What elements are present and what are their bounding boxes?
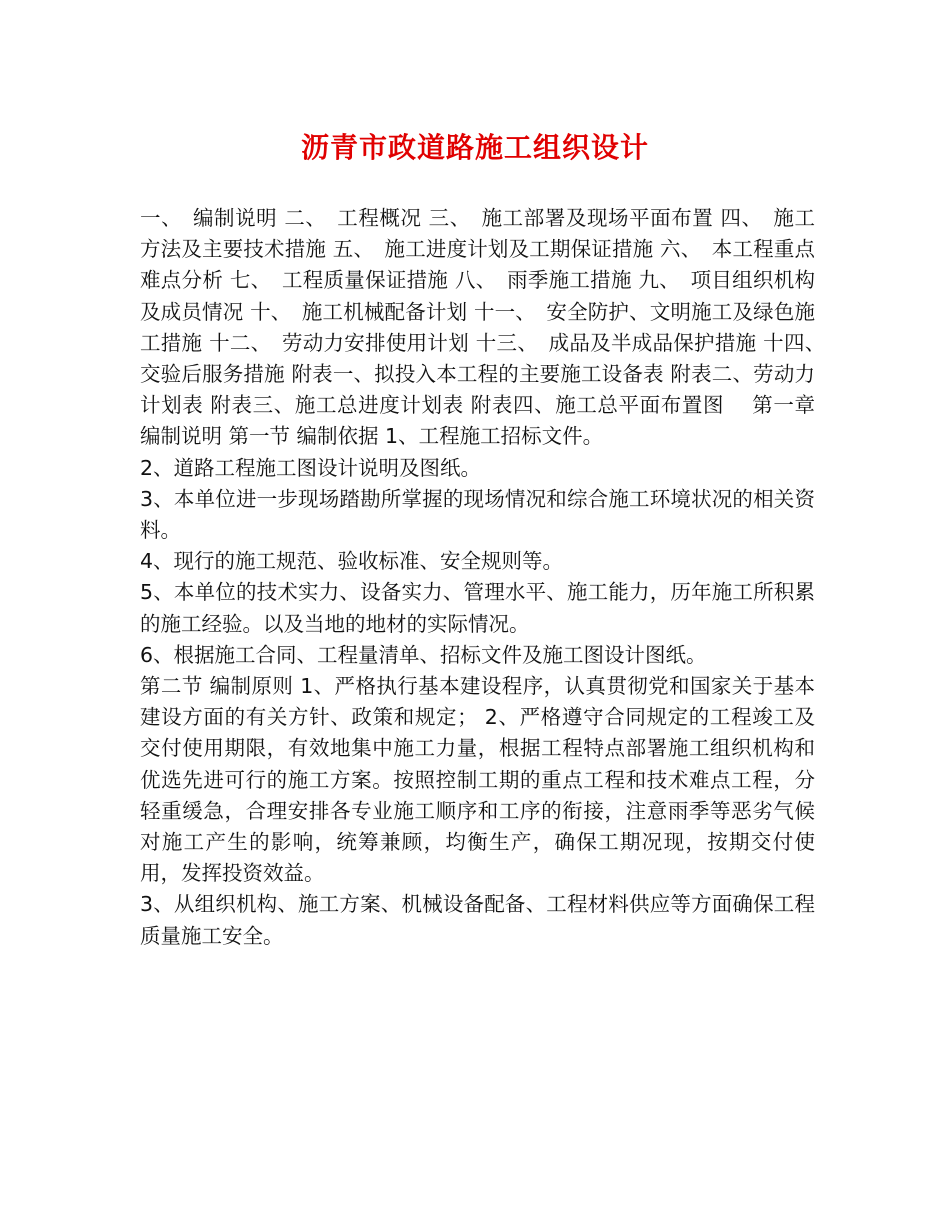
paragraph-basis-6: 6、根据施工合同、工程量清单、招标文件及施工图设计图纸。 xyxy=(140,642,707,667)
paragraph-contents-list: 一、 编制说明 二、 工程概况 三、 施工部署及现场平面布置 四、 施工方法及主要技术措施 五、 施工进度计划及工期保证措施 六、 本工程重点难点分析 七、 工程质量保证措施 八、 雨季施工措施 九、 项目组织机构及成员情况 十、 施工机械配备计划 十一、 安全防护、文明施工及绿色施工措施 十二、 劳动力安排使用计划 十三、 成品及半成品保护措施 十四、 交验后服务措施 附表一、拟投入本工程的主要施工设备表 附表二、劳动力计划表 附表三、施工总进度计划表 附表四、施工总平面布置图 第一章 编制说明 第一节 编制依据 1、工程施工招标文件。 xyxy=(140,206,836,449)
paragraph-basis-3: 3、本单位进一步现场踏勘所掌握的现场情况和综合施工环境状况的相关资料。 xyxy=(140,486,815,543)
paragraph-basis-4: 4、现行的施工规范、验收标准、安全规则等。 xyxy=(140,549,564,574)
document-body xyxy=(140,203,836,952)
document-title: 沥青市政道路施工组织设计 xyxy=(300,131,649,164)
paragraph-principles-3: 3、从组织机构、施工方案、机械设备配备、工程材料供应等方面确保工程质量施工安全。 xyxy=(140,892,815,948)
paragraph-basis-2: 2、道路工程施工图设计说明及图纸。 xyxy=(140,455,482,480)
paragraph-basis-5: 5、本单位的技术实力、设备实力、管理水平、施工能力，历年施工所积累的施工经验。以及当地的地材的实际情况。 xyxy=(140,580,815,636)
paragraph-principles: 第二节 编制原则 1、严格执行基本建设程序，认真贯彻党和国家关于基本建设方面的有关方针、政策和规定； 2、严格遵守合同规定的工程竣工及交付使用期限，有效地集中施工力量，根据工程特点部署施工组织机构和优选先进可行的施工方案。按照控制工期的重点工程和技术难点工程，分轻重缓急，合理安排各专业施工顺序和工序的衔接，注意雨季等恶劣气候对施工产生的影响，统筹兼顾，均衡生产，确保工期况现，按期交付使用，发挥投资效益。 xyxy=(140,674,815,886)
